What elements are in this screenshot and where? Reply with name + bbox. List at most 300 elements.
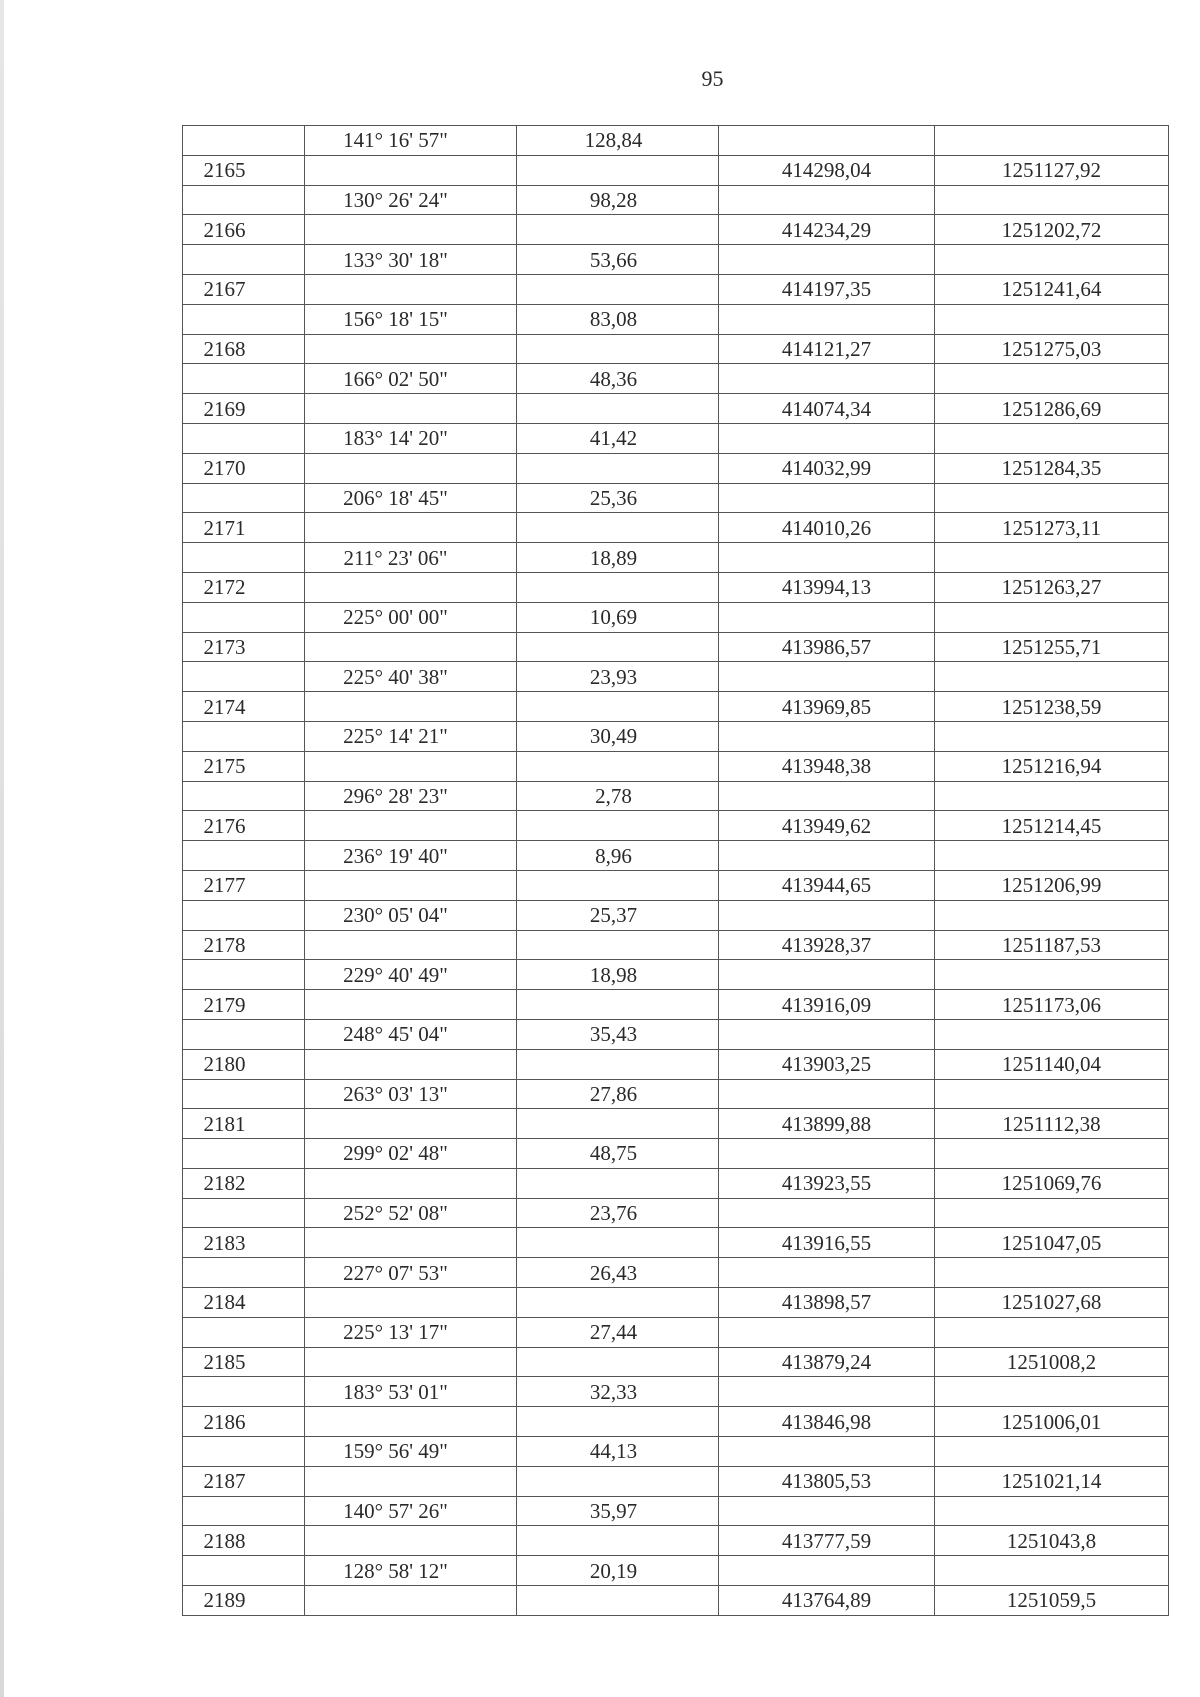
y-coordinate-cell: 1251284,35 bbox=[935, 453, 1169, 483]
table-row bbox=[183, 1049, 1169, 1079]
point-number-cell bbox=[183, 841, 305, 871]
y-coordinate-cell bbox=[935, 602, 1169, 632]
direction-angle-cell: 183° 53' 01" bbox=[305, 1377, 517, 1407]
y-coordinate-cell bbox=[935, 721, 1169, 751]
distance-cell: 27,44 bbox=[517, 1317, 719, 1347]
direction-angle-cell: 183° 14' 20" bbox=[305, 423, 517, 453]
table-row bbox=[183, 930, 1169, 960]
table-row bbox=[183, 841, 1169, 871]
table-row bbox=[183, 1019, 1169, 1049]
y-coordinate-cell: 1251206,99 bbox=[935, 870, 1169, 900]
y-coordinate-cell: 1251187,53 bbox=[935, 930, 1169, 960]
direction-angle-cell: 263° 03' 13" bbox=[305, 1079, 517, 1109]
x-coordinate-cell bbox=[719, 423, 935, 453]
direction-angle-cell bbox=[305, 274, 517, 304]
y-coordinate-cell: 1251043,8 bbox=[935, 1526, 1169, 1556]
table-row bbox=[183, 632, 1169, 662]
direction-angle-cell: 128° 58' 12" bbox=[305, 1556, 517, 1586]
table-row bbox=[183, 781, 1169, 811]
point-number-cell: 2172 bbox=[183, 572, 305, 602]
table-row bbox=[183, 602, 1169, 632]
direction-angle-cell: 133° 30' 18" bbox=[305, 245, 517, 275]
table-row bbox=[183, 1258, 1169, 1288]
scan-edge bbox=[0, 0, 4, 1697]
point-number-cell bbox=[183, 1437, 305, 1467]
x-coordinate-cell: 413944,65 bbox=[719, 870, 935, 900]
point-number-cell bbox=[183, 1258, 305, 1288]
distance-cell bbox=[517, 1586, 719, 1616]
y-coordinate-cell: 1251021,14 bbox=[935, 1466, 1169, 1496]
distance-cell bbox=[517, 930, 719, 960]
point-number-cell bbox=[183, 1377, 305, 1407]
y-coordinate-cell: 1251027,68 bbox=[935, 1288, 1169, 1318]
direction-angle-cell bbox=[305, 870, 517, 900]
x-coordinate-cell bbox=[719, 364, 935, 394]
x-coordinate-cell: 414121,27 bbox=[719, 334, 935, 364]
x-coordinate-cell: 413928,37 bbox=[719, 930, 935, 960]
y-coordinate-cell bbox=[935, 1079, 1169, 1109]
distance-cell: 25,37 bbox=[517, 900, 719, 930]
table-row bbox=[183, 1496, 1169, 1526]
table-row bbox=[183, 155, 1169, 185]
table-row bbox=[183, 900, 1169, 930]
y-coordinate-cell: 1251008,2 bbox=[935, 1347, 1169, 1377]
x-coordinate-cell: 413899,88 bbox=[719, 1109, 935, 1139]
x-coordinate-cell bbox=[719, 602, 935, 632]
table-row bbox=[183, 1347, 1169, 1377]
distance-cell: 2,78 bbox=[517, 781, 719, 811]
distance-cell bbox=[517, 751, 719, 781]
point-number-cell: 2170 bbox=[183, 453, 305, 483]
table-row bbox=[183, 364, 1169, 394]
distance-cell bbox=[517, 1049, 719, 1079]
distance-cell bbox=[517, 1168, 719, 1198]
table-row bbox=[183, 453, 1169, 483]
table-row bbox=[183, 543, 1169, 573]
x-coordinate-cell: 413846,98 bbox=[719, 1407, 935, 1437]
direction-angle-cell bbox=[305, 1407, 517, 1437]
y-coordinate-cell bbox=[935, 1258, 1169, 1288]
direction-angle-cell: 206° 18' 45" bbox=[305, 483, 517, 513]
direction-angle-cell: 227° 07' 53" bbox=[305, 1258, 517, 1288]
x-coordinate-cell bbox=[719, 781, 935, 811]
x-coordinate-cell bbox=[719, 1317, 935, 1347]
point-number-cell bbox=[183, 781, 305, 811]
distance-cell bbox=[517, 1228, 719, 1258]
direction-angle-cell: 296° 28' 23" bbox=[305, 781, 517, 811]
point-number-cell: 2181 bbox=[183, 1109, 305, 1139]
point-number-cell: 2167 bbox=[183, 274, 305, 304]
table-row bbox=[183, 870, 1169, 900]
table-row bbox=[183, 1377, 1169, 1407]
y-coordinate-cell: 1251255,71 bbox=[935, 632, 1169, 662]
distance-cell: 83,08 bbox=[517, 304, 719, 334]
direction-angle-cell bbox=[305, 1288, 517, 1318]
point-number-cell bbox=[183, 1139, 305, 1169]
direction-angle-cell: 140° 57' 26" bbox=[305, 1496, 517, 1526]
x-coordinate-cell bbox=[719, 1198, 935, 1228]
x-coordinate-cell bbox=[719, 1556, 935, 1586]
direction-angle-cell: 130° 26' 24" bbox=[305, 185, 517, 215]
y-coordinate-cell bbox=[935, 1437, 1169, 1467]
table-row bbox=[183, 811, 1169, 841]
direction-angle-cell: 166° 02' 50" bbox=[305, 364, 517, 394]
direction-angle-cell bbox=[305, 811, 517, 841]
point-number-cell: 2166 bbox=[183, 215, 305, 245]
direction-angle-cell: 252° 52' 08" bbox=[305, 1198, 517, 1228]
y-coordinate-cell: 1251216,94 bbox=[935, 751, 1169, 781]
point-number-cell bbox=[183, 185, 305, 215]
x-coordinate-cell bbox=[719, 1019, 935, 1049]
table-row bbox=[183, 126, 1169, 156]
table-row bbox=[183, 1139, 1169, 1169]
distance-cell: 30,49 bbox=[517, 721, 719, 751]
y-coordinate-cell bbox=[935, 1377, 1169, 1407]
table-row bbox=[183, 1466, 1169, 1496]
distance-cell: 25,36 bbox=[517, 483, 719, 513]
direction-angle-cell bbox=[305, 1466, 517, 1496]
x-coordinate-cell bbox=[719, 900, 935, 930]
distance-cell bbox=[517, 811, 719, 841]
distance-cell bbox=[517, 870, 719, 900]
x-coordinate-cell bbox=[719, 1139, 935, 1169]
y-coordinate-cell: 1251238,59 bbox=[935, 692, 1169, 722]
table-row bbox=[183, 1168, 1169, 1198]
x-coordinate-cell: 413986,57 bbox=[719, 632, 935, 662]
y-coordinate-cell: 1251202,72 bbox=[935, 215, 1169, 245]
point-number-cell bbox=[183, 245, 305, 275]
y-coordinate-cell: 1251047,05 bbox=[935, 1228, 1169, 1258]
direction-angle-cell: 225° 13' 17" bbox=[305, 1317, 517, 1347]
x-coordinate-cell: 413916,55 bbox=[719, 1228, 935, 1258]
x-coordinate-cell: 414074,34 bbox=[719, 394, 935, 424]
point-number-cell bbox=[183, 900, 305, 930]
point-number-cell bbox=[183, 1556, 305, 1586]
x-coordinate-cell: 413898,57 bbox=[719, 1288, 935, 1318]
distance-cell bbox=[517, 1526, 719, 1556]
point-number-cell: 2168 bbox=[183, 334, 305, 364]
y-coordinate-cell: 1251112,38 bbox=[935, 1109, 1169, 1139]
distance-cell: 53,66 bbox=[517, 245, 719, 275]
direction-angle-cell: 159° 56' 49" bbox=[305, 1437, 517, 1467]
y-coordinate-cell bbox=[935, 781, 1169, 811]
point-number-cell: 2178 bbox=[183, 930, 305, 960]
distance-cell: 48,75 bbox=[517, 1139, 719, 1169]
distance-cell: 41,42 bbox=[517, 423, 719, 453]
table-row bbox=[183, 1407, 1169, 1437]
x-coordinate-cell: 413949,62 bbox=[719, 811, 935, 841]
table-row bbox=[183, 513, 1169, 543]
x-coordinate-cell bbox=[719, 662, 935, 692]
direction-angle-cell bbox=[305, 453, 517, 483]
table-row bbox=[183, 1228, 1169, 1258]
direction-angle-cell: 225° 00' 00" bbox=[305, 602, 517, 632]
direction-angle-cell bbox=[305, 1526, 517, 1556]
distance-cell: 98,28 bbox=[517, 185, 719, 215]
table-row bbox=[183, 1198, 1169, 1228]
distance-cell: 48,36 bbox=[517, 364, 719, 394]
distance-cell bbox=[517, 692, 719, 722]
distance-cell: 23,93 bbox=[517, 662, 719, 692]
table-row bbox=[183, 304, 1169, 334]
distance-cell bbox=[517, 1466, 719, 1496]
x-coordinate-cell bbox=[719, 126, 935, 156]
distance-cell bbox=[517, 513, 719, 543]
distance-cell: 128,84 bbox=[517, 126, 719, 156]
point-number-cell: 2185 bbox=[183, 1347, 305, 1377]
point-number-cell: 2177 bbox=[183, 870, 305, 900]
x-coordinate-cell bbox=[719, 1437, 935, 1467]
point-number-cell bbox=[183, 721, 305, 751]
y-coordinate-cell bbox=[935, 1139, 1169, 1169]
distance-cell: 8,96 bbox=[517, 841, 719, 871]
y-coordinate-cell bbox=[935, 483, 1169, 513]
x-coordinate-cell bbox=[719, 304, 935, 334]
point-number-cell bbox=[183, 1079, 305, 1109]
y-coordinate-cell bbox=[935, 1556, 1169, 1586]
direction-angle-cell bbox=[305, 1049, 517, 1079]
distance-cell: 44,13 bbox=[517, 1437, 719, 1467]
direction-angle-cell bbox=[305, 334, 517, 364]
point-number-cell bbox=[183, 543, 305, 573]
distance-cell: 32,33 bbox=[517, 1377, 719, 1407]
y-coordinate-cell: 1251275,03 bbox=[935, 334, 1169, 364]
distance-cell bbox=[517, 1109, 719, 1139]
direction-angle-cell bbox=[305, 751, 517, 781]
x-coordinate-cell: 413777,59 bbox=[719, 1526, 935, 1556]
point-number-cell: 2173 bbox=[183, 632, 305, 662]
table-row bbox=[183, 751, 1169, 781]
distance-cell: 18,89 bbox=[517, 543, 719, 573]
direction-angle-cell: 299° 02' 48" bbox=[305, 1139, 517, 1169]
direction-angle-cell bbox=[305, 1168, 517, 1198]
y-coordinate-cell bbox=[935, 1496, 1169, 1526]
direction-angle-cell bbox=[305, 1586, 517, 1616]
distance-cell bbox=[517, 394, 719, 424]
table-row bbox=[183, 1109, 1169, 1139]
direction-angle-cell: 225° 40' 38" bbox=[305, 662, 517, 692]
table-row bbox=[183, 662, 1169, 692]
x-coordinate-cell bbox=[719, 1079, 935, 1109]
x-coordinate-cell bbox=[719, 1496, 935, 1526]
table-row bbox=[183, 1079, 1169, 1109]
distance-cell bbox=[517, 274, 719, 304]
x-coordinate-cell: 413879,24 bbox=[719, 1347, 935, 1377]
direction-angle-cell bbox=[305, 1347, 517, 1377]
y-coordinate-cell: 1251173,06 bbox=[935, 990, 1169, 1020]
table-row bbox=[183, 483, 1169, 513]
direction-angle-cell bbox=[305, 990, 517, 1020]
coordinates-table bbox=[182, 125, 1169, 1616]
y-coordinate-cell bbox=[935, 304, 1169, 334]
x-coordinate-cell bbox=[719, 841, 935, 871]
distance-cell: 20,19 bbox=[517, 1556, 719, 1586]
distance-cell: 10,69 bbox=[517, 602, 719, 632]
y-coordinate-cell bbox=[935, 662, 1169, 692]
point-number-cell: 2179 bbox=[183, 990, 305, 1020]
x-coordinate-cell bbox=[719, 543, 935, 573]
distance-cell bbox=[517, 334, 719, 364]
y-coordinate-cell bbox=[935, 900, 1169, 930]
point-number-cell: 2169 bbox=[183, 394, 305, 424]
point-number-cell: 2189 bbox=[183, 1586, 305, 1616]
table-row bbox=[183, 1288, 1169, 1318]
table-row bbox=[183, 1317, 1169, 1347]
point-number-cell: 2175 bbox=[183, 751, 305, 781]
x-coordinate-cell bbox=[719, 1258, 935, 1288]
table-row bbox=[183, 185, 1169, 215]
x-coordinate-cell bbox=[719, 960, 935, 990]
point-number-cell bbox=[183, 126, 305, 156]
y-coordinate-cell: 1251006,01 bbox=[935, 1407, 1169, 1437]
y-coordinate-cell bbox=[935, 364, 1169, 394]
y-coordinate-cell: 1251140,04 bbox=[935, 1049, 1169, 1079]
y-coordinate-cell: 1251273,11 bbox=[935, 513, 1169, 543]
x-coordinate-cell bbox=[719, 185, 935, 215]
point-number-cell: 2184 bbox=[183, 1288, 305, 1318]
table-row bbox=[183, 990, 1169, 1020]
direction-angle-cell bbox=[305, 632, 517, 662]
x-coordinate-cell: 414197,35 bbox=[719, 274, 935, 304]
direction-angle-cell: 229° 40' 49" bbox=[305, 960, 517, 990]
point-number-cell bbox=[183, 960, 305, 990]
point-number-cell bbox=[183, 304, 305, 334]
table-row bbox=[183, 1526, 1169, 1556]
x-coordinate-cell bbox=[719, 1377, 935, 1407]
direction-angle-cell bbox=[305, 572, 517, 602]
point-number-cell: 2182 bbox=[183, 1168, 305, 1198]
y-coordinate-cell bbox=[935, 1198, 1169, 1228]
distance-cell: 26,43 bbox=[517, 1258, 719, 1288]
direction-angle-cell bbox=[305, 155, 517, 185]
point-number-cell: 2171 bbox=[183, 513, 305, 543]
point-number-cell: 2174 bbox=[183, 692, 305, 722]
direction-angle-cell bbox=[305, 394, 517, 424]
point-number-cell bbox=[183, 1317, 305, 1347]
table-row bbox=[183, 423, 1169, 453]
table-row bbox=[183, 394, 1169, 424]
direction-angle-cell bbox=[305, 692, 517, 722]
y-coordinate-cell bbox=[935, 423, 1169, 453]
y-coordinate-cell bbox=[935, 543, 1169, 573]
table-row bbox=[183, 1556, 1169, 1586]
x-coordinate-cell: 413764,89 bbox=[719, 1586, 935, 1616]
x-coordinate-cell: 414234,29 bbox=[719, 215, 935, 245]
direction-angle-cell: 211° 23' 06" bbox=[305, 543, 517, 573]
y-coordinate-cell bbox=[935, 185, 1169, 215]
x-coordinate-cell: 413805,53 bbox=[719, 1466, 935, 1496]
distance-cell bbox=[517, 155, 719, 185]
point-number-cell: 2186 bbox=[183, 1407, 305, 1437]
table-row bbox=[183, 1437, 1169, 1467]
direction-angle-cell bbox=[305, 1109, 517, 1139]
distance-cell: 18,98 bbox=[517, 960, 719, 990]
distance-cell: 27,86 bbox=[517, 1079, 719, 1109]
table-row bbox=[183, 721, 1169, 751]
x-coordinate-cell: 413923,55 bbox=[719, 1168, 935, 1198]
direction-angle-cell: 230° 05' 04" bbox=[305, 900, 517, 930]
y-coordinate-cell: 1251127,92 bbox=[935, 155, 1169, 185]
x-coordinate-cell bbox=[719, 721, 935, 751]
y-coordinate-cell bbox=[935, 1317, 1169, 1347]
x-coordinate-cell: 414032,99 bbox=[719, 453, 935, 483]
table-row bbox=[183, 245, 1169, 275]
x-coordinate-cell: 413903,25 bbox=[719, 1049, 935, 1079]
x-coordinate-cell: 413916,09 bbox=[719, 990, 935, 1020]
x-coordinate-cell: 413994,13 bbox=[719, 572, 935, 602]
point-number-cell bbox=[183, 662, 305, 692]
distance-cell: 35,43 bbox=[517, 1019, 719, 1049]
point-number-cell bbox=[183, 423, 305, 453]
table-row bbox=[183, 960, 1169, 990]
x-coordinate-cell bbox=[719, 245, 935, 275]
table-row bbox=[183, 274, 1169, 304]
direction-angle-cell: 156° 18' 15" bbox=[305, 304, 517, 334]
table-row bbox=[183, 572, 1169, 602]
x-coordinate-cell: 414010,26 bbox=[719, 513, 935, 543]
y-coordinate-cell: 1251214,45 bbox=[935, 811, 1169, 841]
distance-cell bbox=[517, 1347, 719, 1377]
direction-angle-cell bbox=[305, 215, 517, 245]
y-coordinate-cell bbox=[935, 126, 1169, 156]
point-number-cell: 2180 bbox=[183, 1049, 305, 1079]
direction-angle-cell: 141° 16' 57" bbox=[305, 126, 517, 156]
distance-cell: 23,76 bbox=[517, 1198, 719, 1228]
point-number-cell bbox=[183, 1198, 305, 1228]
direction-angle-cell bbox=[305, 1228, 517, 1258]
y-coordinate-cell bbox=[935, 841, 1169, 871]
distance-cell bbox=[517, 572, 719, 602]
direction-angle-cell: 248° 45' 04" bbox=[305, 1019, 517, 1049]
page-number: 95 bbox=[701, 66, 724, 91]
y-coordinate-cell: 1251241,64 bbox=[935, 274, 1169, 304]
table-row bbox=[183, 692, 1169, 722]
x-coordinate-cell: 413948,38 bbox=[719, 751, 935, 781]
table-row bbox=[183, 215, 1169, 245]
table-row bbox=[183, 1586, 1169, 1616]
point-number-cell bbox=[183, 1019, 305, 1049]
point-number-cell bbox=[183, 1496, 305, 1526]
direction-angle-cell: 236° 19' 40" bbox=[305, 841, 517, 871]
y-coordinate-cell: 1251059,5 bbox=[935, 1586, 1169, 1616]
distance-cell bbox=[517, 453, 719, 483]
distance-cell bbox=[517, 1407, 719, 1437]
point-number-cell: 2187 bbox=[183, 1466, 305, 1496]
point-number-cell: 2176 bbox=[183, 811, 305, 841]
point-number-cell bbox=[183, 483, 305, 513]
table-row bbox=[183, 334, 1169, 364]
point-number-cell: 2188 bbox=[183, 1526, 305, 1556]
point-number-cell bbox=[183, 364, 305, 394]
point-number-cell: 2183 bbox=[183, 1228, 305, 1258]
distance-cell: 35,97 bbox=[517, 1496, 719, 1526]
y-coordinate-cell: 1251263,27 bbox=[935, 572, 1169, 602]
distance-cell bbox=[517, 632, 719, 662]
coordinates-table-body bbox=[183, 126, 1169, 1616]
y-coordinate-cell bbox=[935, 245, 1169, 275]
x-coordinate-cell: 413969,85 bbox=[719, 692, 935, 722]
x-coordinate-cell bbox=[719, 483, 935, 513]
distance-cell bbox=[517, 990, 719, 1020]
x-coordinate-cell: 414298,04 bbox=[719, 155, 935, 185]
direction-angle-cell bbox=[305, 513, 517, 543]
direction-angle-cell: 225° 14' 21" bbox=[305, 721, 517, 751]
distance-cell bbox=[517, 215, 719, 245]
distance-cell bbox=[517, 1288, 719, 1318]
point-number-cell bbox=[183, 602, 305, 632]
y-coordinate-cell bbox=[935, 1019, 1169, 1049]
y-coordinate-cell bbox=[935, 960, 1169, 990]
